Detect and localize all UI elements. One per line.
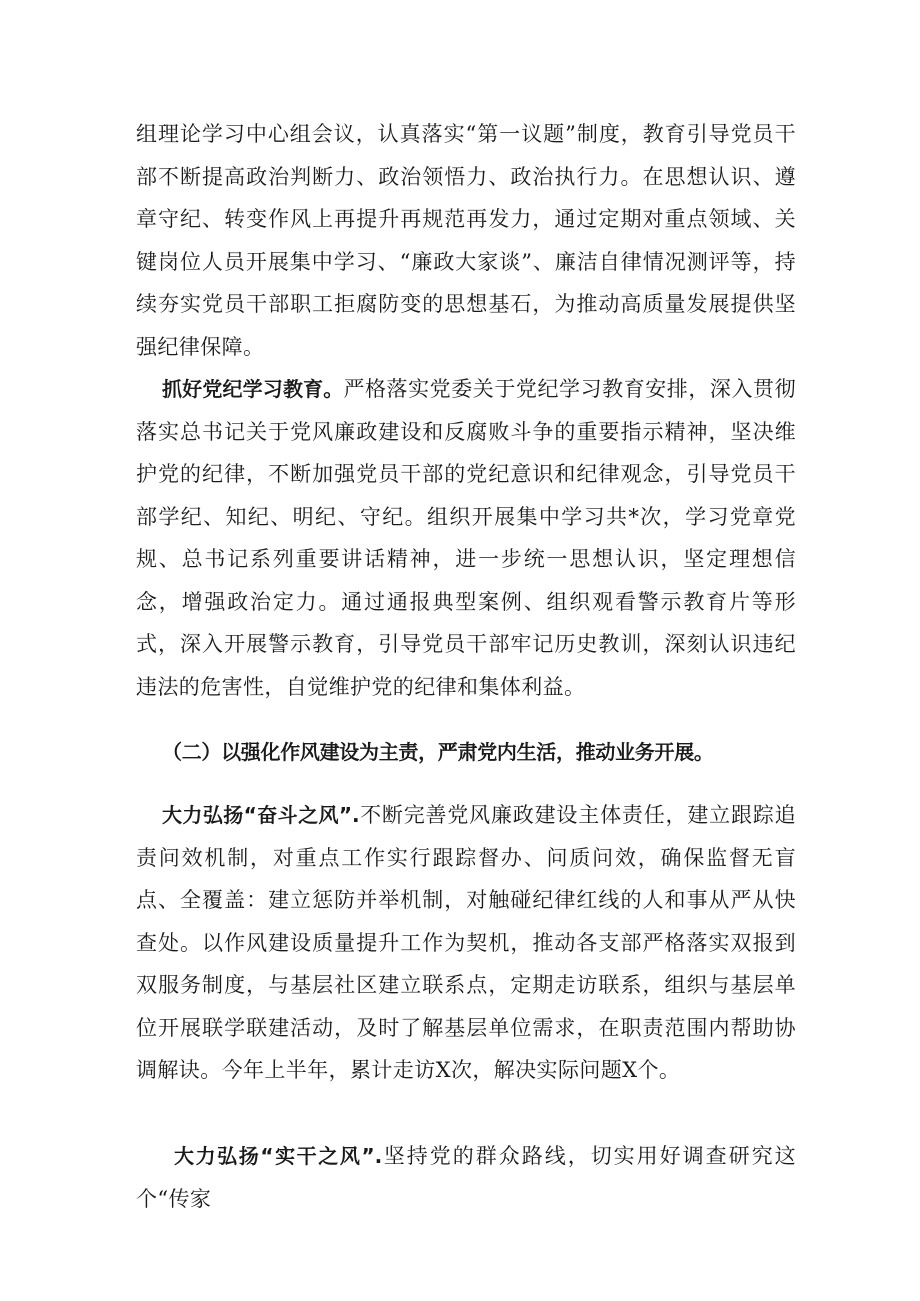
section-heading-work-style: （二）以强化作风建设为主责，严肃党内生活，推动业务开展。 [162,740,714,764]
paragraph-lead-practical-spirit: 大力弘扬“实干之风”. [174,1144,383,1168]
paragraph-lead-party-discipline: 抓好党纪学习教育。 [162,377,344,401]
paragraph-struggle-spirit [136,794,796,1092]
paragraph-party-discipline-education [136,368,796,708]
paragraph-lead-struggle-spirit: 大力弘扬“奋斗之风”. [162,803,360,827]
paragraph-body-struggle-spirit: 不断完善党风廉政建设主体责任，建立跟踪追责问效机制，对重点工作实行跟踪督办、问质问效，确保监督无盲点、全覆盖：建立惩防并举机制，对触碰纪律红线的人和事从严从快查处。以作风建设质量提升工作为契机，推动各支部严格落实双报到双服务制度，与基层社区建立联系点，定期走访联系，组织与基层单位开展联学联建活动，及时了解基层单位需求，在职责范围内帮助协调解诀。今年上半年，累计走访X次，解决实际问题X个。 [136,803,797,1082]
paragraph-theory-study: 组理论学习中心组会议，认真落实“第一议题”制度，教育引导党员干部不断提高政治判断力、政治领悟力、政治执行力。在思想认识、遵章守纪、转变作风上再提升再规范再发力，通过定期对重点领域、关键岗位人员开展集中学习、“廉政大家谈”、廉洁自律情况测评等，持续夯实党员干部职工拒腐防变的思想基石，为推动高质量发展提供坚强纪律保障。 [136,122,796,359]
paragraph-body-practical-spirit: 坚持党的群众路线，切实用好调查研究这个“传家 [136,1144,797,1211]
paragraph-practical-spirit [136,1135,796,1220]
paragraph-body-party-discipline: 严格落实党委关于党纪学习教育安排，深入贯彻落实总书记关于党风廉政建设和反腐败斗争的重要指示精神，坚决维护党的纪律，不断加强党员干部的党纪意识和纪律观念，引导党员干部学纪、知纪、明纪、守纪。组织开展集中学习共*次，学习党章党规、总书记系列重要讲话精神，进一步统一思想认识，坚定理想信念，增强政治定力。通过通报典型案例、组织观看警示教育片等形式，深入开展警示教育，引导党员干部牢记历史教训，深刻认识违纪违法的危害性，自觉维护党的纪律和集体利益。 [136,377,797,699]
